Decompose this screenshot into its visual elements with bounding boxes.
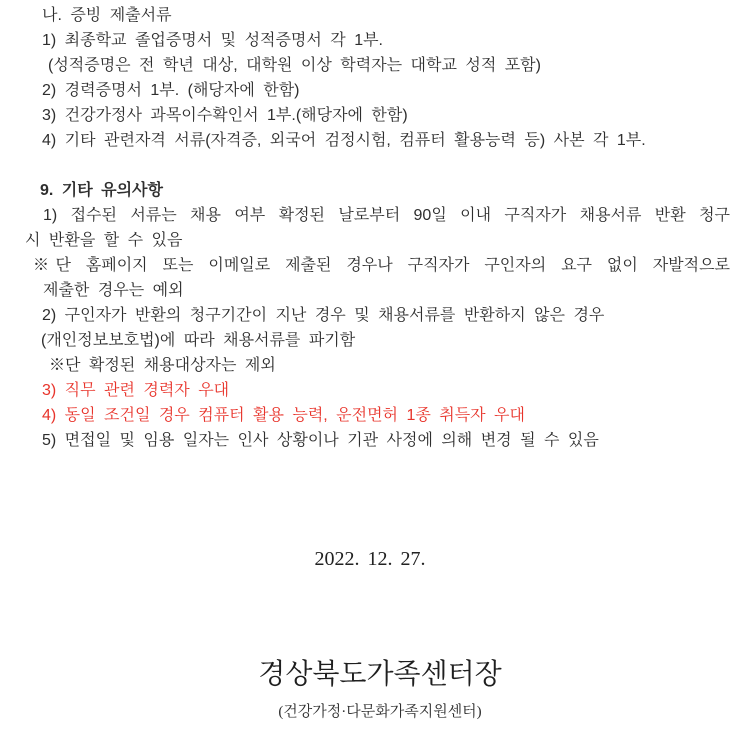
- doc-line: 5) 면접일 및 임용 일자는 인사 상황이나 기관 사정에 의해 변경 될 수 있음: [42, 432, 599, 449]
- doc-line: 2) 경력증명서 1부. (해당자에 한함): [42, 82, 300, 99]
- doc-line: 4) 기타 관련자격 서류(자격증, 외국어 검정시험, 컴퓨터 활용능력 등) 사본 각 1부.: [42, 132, 646, 149]
- doc-line: 1) 최종학교 졸업증명서 및 성적증명서 각 1부.: [42, 32, 383, 49]
- doc-line: ※단 확정된 채용대상자는 제외: [49, 357, 276, 374]
- doc-line-highlighted: 4) 동일 조건일 경우 컴퓨터 활용 능력, 운전면허 1종 취득자 우대: [42, 407, 525, 424]
- submission-section-heading: 나. 증빙 제출서류: [42, 7, 172, 24]
- doc-line-highlighted: 3) 직무 관련 경력자 우대: [42, 382, 230, 399]
- doc-line: 3) 건강가정사 과목이수확인서 1부.(해당자에 한함): [42, 107, 408, 124]
- doc-line: 시 반환을 할 수 있음: [25, 232, 183, 249]
- doc-line: (개인정보보호법)에 따라 채용서류를 파기함: [41, 332, 356, 349]
- signature-subtitle: (건강가정·다문화가족지원센터): [278, 704, 482, 720]
- doc-line: 1) 접수된 서류는 채용 여부 확정된 날로부터 90일 이내 구직자가 채용서류 반환 청구: [43, 207, 730, 224]
- doc-line: 제출한 경우는 예외: [43, 282, 184, 299]
- signature-title: 경상북도가족센터장: [258, 659, 502, 690]
- doc-line: 2) 구인자가 반환의 청구기간이 지난 경우 및 채용서류를 반환하지 않은 경우: [42, 307, 605, 324]
- doc-line: ※단 홈페이지 또는 이메일로 제출된 경우나 구직자가 구인자의 요구 없이 자발적으로: [33, 257, 730, 274]
- doc-line: (성적증명은 전 학년 대상, 대학원 이상 학력자는 대학교 성적 포함): [48, 57, 541, 74]
- notes-section-heading: 9. 기타 유의사항: [40, 182, 163, 199]
- document-date: 2022. 12. 27.: [314, 548, 426, 570]
